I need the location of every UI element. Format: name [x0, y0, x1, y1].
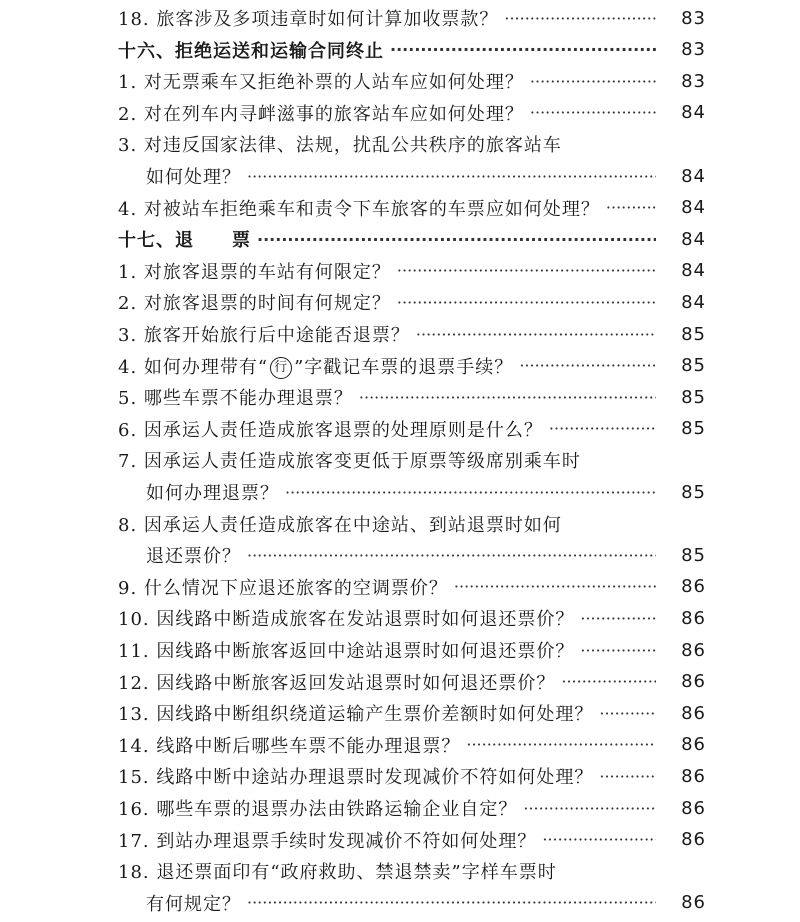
dot-leader — [247, 167, 656, 186]
toc-entry — [118, 287, 706, 317]
toc-entry-title: 9. 什么情况下应退还旅客的空调票价？ — [118, 577, 448, 599]
toc-entry — [118, 856, 706, 886]
toc-entry-title: 如何处理？ — [146, 167, 241, 188]
dot-leader — [285, 483, 656, 502]
toc-entry — [118, 698, 706, 728]
page-number: 83 — [681, 7, 706, 29]
page-number: 86 — [681, 892, 706, 914]
dot-leader — [359, 388, 656, 407]
page-number: 86 — [681, 607, 706, 629]
toc-entry-title: 12. 因线路中断旅客返回发站退票时如何退还票价？ — [118, 672, 556, 694]
dot-leader — [257, 230, 656, 249]
page-number: 86 — [681, 639, 706, 661]
toc-entry-title: 十六、拒绝运送和运输合同终止 — [118, 40, 384, 62]
toc-entry — [118, 667, 706, 697]
dot-leader — [504, 9, 656, 28]
page-number: 84 — [681, 228, 706, 250]
page-number: 86 — [681, 797, 706, 819]
dot-leader — [523, 799, 656, 818]
dot-leader — [542, 830, 656, 849]
toc-entry-title: 13. 因线路中断组织绕道运输产生票价差额时如何处理？ — [118, 704, 594, 726]
toc-entry — [118, 761, 706, 791]
toc-entry — [118, 66, 706, 96]
toc-entry-title: 有何规定？ — [146, 893, 241, 915]
toc-entry-title: 7. 因承运人责任造成旅客变更低于原票等级席别乘车时 — [118, 451, 581, 473]
page-number: 85 — [681, 386, 706, 408]
toc-entry-title: 3. 旅客开始旅行后中途能否退票？ — [118, 325, 410, 346]
toc-entry — [118, 256, 706, 286]
toc-entry-title: 3. 对违反国家法律、法规，扰乱公共秩序的旅客站车 — [118, 135, 562, 157]
dot-leader — [530, 72, 656, 91]
toc-entry — [118, 3, 706, 33]
toc-entry-title: 6. 因承运人责任造成旅客退票的处理原则是什么？ — [118, 419, 543, 441]
toc-section-heading — [118, 224, 706, 254]
toc-entry — [118, 445, 706, 475]
toc-entry — [118, 730, 706, 760]
toc-entry-title — [118, 353, 513, 379]
dot-leader — [247, 546, 656, 565]
dot-leader — [454, 577, 656, 596]
toc-section-heading — [118, 35, 706, 65]
page-number: 84 — [681, 102, 706, 124]
dot-leader — [247, 893, 656, 912]
toc-entry-title: 14. 线路中断后哪些车票不能办理退票？ — [118, 735, 461, 757]
page-number: 85 — [681, 544, 706, 566]
toc-entry — [146, 888, 706, 918]
page-number: 84 — [681, 260, 706, 282]
dot-leader — [397, 293, 656, 312]
toc-entry-title: 17. 到站办理退票手续时发现减价不符如何处理？ — [118, 830, 537, 852]
page-number: 86 — [681, 671, 706, 693]
toc-entry-title: 8. 因承运人责任造成旅客在中途站、到站退票时如何 — [118, 514, 562, 536]
toc-entry — [118, 414, 706, 444]
toc-entry-title: 如何办理退票？ — [146, 483, 279, 504]
toc-entry-title: 1. 对旅客退票的车站有何限定？ — [118, 261, 391, 283]
dot-leader — [530, 103, 656, 122]
toc-entry — [146, 540, 706, 570]
toc-entry-title: 1. 对无票乘车又拒绝补票的人站车应如何处理？ — [118, 72, 524, 94]
dot-leader — [390, 40, 656, 59]
page-number: 85 — [681, 323, 706, 345]
dot-leader — [580, 609, 656, 628]
page-number: 83 — [681, 39, 706, 61]
toc-entry-title-part: 4. 如何办理带有“ — [118, 356, 269, 378]
toc-entry — [118, 319, 706, 349]
dot-leader — [549, 419, 656, 438]
page-number: 86 — [681, 734, 706, 756]
toc-entry — [146, 477, 706, 507]
toc-entry-title: 18. 旅客涉及多项违章时如何计算加收票款？ — [118, 9, 499, 30]
toc-entry — [118, 635, 706, 665]
toc-entry-title: 5. 哪些车票不能办理退票？ — [118, 388, 353, 410]
page-number: 86 — [681, 765, 706, 787]
toc-entry — [118, 509, 706, 539]
circled-stamp-glyph: 行 — [270, 357, 292, 379]
page-number: 85 — [681, 418, 706, 440]
dot-leader — [561, 672, 656, 691]
toc-entry-title: 2. 对在列车内寻衅滋事的旅客站车应如何处理？ — [118, 103, 524, 125]
toc-entry — [118, 793, 706, 823]
toc-entry — [118, 603, 706, 633]
dot-leader — [599, 767, 656, 786]
dot-leader — [416, 325, 656, 344]
dot-leader — [397, 261, 656, 280]
toc-entry-title-part: ”字戳记车票的退票手续？ — [294, 356, 514, 378]
toc-entry — [118, 382, 706, 412]
page-number: 85 — [681, 355, 706, 377]
toc-entry-title: 10. 因线路中断造成旅客在发站退票时如何退还票价？ — [118, 609, 575, 631]
toc-entry — [146, 161, 706, 191]
toc-entry — [118, 193, 706, 223]
dot-leader — [580, 641, 656, 660]
toc-entry-title: 16. 哪些车票的退票办法由铁路运输企业自定？ — [118, 799, 518, 820]
toc-entry — [118, 98, 706, 128]
page-number: 83 — [681, 70, 706, 92]
page-number: 84 — [681, 197, 706, 219]
dot-leader — [599, 704, 656, 723]
toc-entry — [118, 129, 706, 159]
toc-entry-title: 2. 对旅客退票的时间有何规定？ — [118, 293, 391, 315]
toc-entry-title: 4. 对被站车拒绝乘车和责令下车旅客的车票应如何处理？ — [118, 198, 600, 220]
dot-leader — [466, 735, 656, 754]
toc-entry — [118, 351, 706, 381]
toc-entry-title: 退还票价？ — [146, 546, 241, 568]
page-number: 85 — [681, 481, 706, 503]
toc-entry-title: 18. 退还票面印有“政府救助、禁退禁卖”字样车票时 — [118, 862, 557, 884]
page-number: 86 — [681, 702, 706, 724]
toc-entry-title: 十七、退 票 — [118, 230, 251, 252]
toc-entry-title: 15. 线路中断中途站办理退票时发现减价不符如何处理？ — [118, 767, 594, 789]
toc-entry — [118, 825, 706, 855]
dot-leader — [519, 356, 656, 375]
page-number: 86 — [681, 829, 706, 851]
toc-entry-title: 11. 因线路中断旅客返回中途站退票时如何退还票价？ — [118, 641, 575, 662]
page-number: 84 — [681, 165, 706, 187]
toc-entry — [118, 572, 706, 602]
page-number: 84 — [681, 291, 706, 313]
dot-leader — [606, 198, 656, 217]
page-number: 86 — [681, 576, 706, 598]
